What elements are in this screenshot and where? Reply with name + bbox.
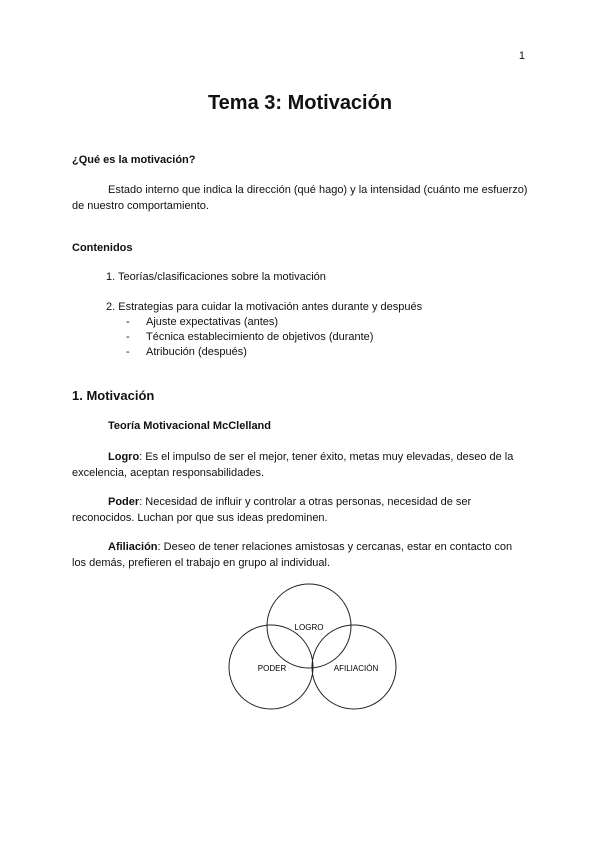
page-title: Tema 3: Motivación [207,92,393,114]
venn-label-afiliacion: AFILIACIÓN [333,664,379,673]
section-heading: 1. Motivación [72,388,155,403]
contents-item-2: 2. Estrategias para cuidar la motivación antes durante y después [106,301,423,313]
poder-term: Poder [108,496,140,508]
venn-label-logro: LOGRO [294,623,324,632]
afiliacion-term: Afiliación [108,541,158,553]
contents-subitem [126,316,278,328]
contents-subitem [126,346,247,358]
dash-bullet: - [126,346,130,358]
dash-bullet: - [126,316,130,328]
question-heading: ¿Qué es la motivación? [72,154,196,166]
definition-paragraph: Estado interno que indica la dirección (qué hago) y la intensidad (cuánto me esfuerzo) de nuestro comportamiento. [72,184,528,212]
subitem-text: Atribución (después) [146,346,247,358]
afiliacion-paragraph [72,539,528,571]
poder-text: : Necesidad de influir y controlar a otras personas, necesidad de ser reconocidos. Luchan por que sus ideas predominen. [72,496,472,524]
logro-text: : Es el impulso de ser el mejor, tener éxito, metas muy elevadas, deseo de la excelencia, aceptan responsabilidades. [72,451,514,479]
venn-label-poder: PODER [257,664,287,673]
poder-paragraph [72,494,528,526]
logro-paragraph [72,449,528,481]
contents-subitem [126,331,373,343]
subitem-text: Técnica establecimiento de objetivos (durante) [146,331,374,343]
dash-bullet: - [126,331,130,343]
afiliacion-text: : Deseo de tener relaciones amistosas y cercanas, estar en contacto con los demás, prefieren el trabajo en grupo al individual. [72,541,513,569]
subitem-text: Ajuste expectativas (antes) [146,316,279,328]
contents-heading: Contenidos [72,242,133,254]
page-number: 1 [518,50,525,62]
venn-diagram [220,582,400,732]
contents-item-1: 1. Teorías/clasificaciones sobre la motivación [106,271,326,283]
logro-term: Logro [108,451,140,463]
subsection-heading: Teoría Motivacional McClelland [108,420,271,432]
